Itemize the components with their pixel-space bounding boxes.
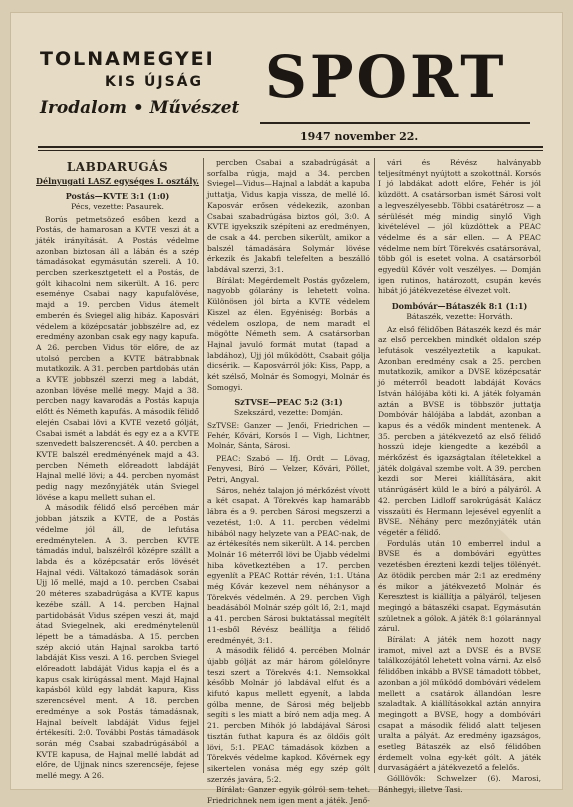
article-paragraph: Fordulás után 10 emberrel indul a BVSE és a dombóvári együttes vezetésben érezteni kezdi teljes tölényét. Az ötödik percben már 2:1 az eredmény és mikor a játékvezető Molnár és Keresztest is kiállítja a pályáról, teljesen megingó a bátaszéki csapat. Egymásután születnek a gólok. A játék 8:1 gólaránnyal zárul. — [378, 538, 541, 634]
match-venue: Pécs, vezette: Pasaurek. — [71, 202, 164, 211]
column-3 — [378, 158, 541, 794]
section-title: LABDARUGÁS — [66, 160, 169, 174]
masthead-region: TOLNAMEGYEI — [40, 48, 215, 70]
match-venue: Bátaszék, vezette: Horváth. — [406, 312, 513, 322]
article-paragraph: Bírálat: Ganzer egyik gólról sem tehet. Friedrichnek nem igen ment a játék. Jenő- — [207, 785, 370, 806]
column-separator — [203, 158, 204, 773]
article-paragraph: Gólllövők: Schwelzer (6). Marosi, Bánhegyi, illetve Tasi. — [378, 774, 541, 794]
article-paragraph: Borús petmetsözeő esőben kezd a Postás, de hamarosan a KVTE veszi át a játék irányítását. A Postás védelme azonban biztosan áll a lábán és a szép támadásokat egymásután szereli. A 10. percben szerkesztgetett el a Postás, de gólt kihacolni nem sikerült. A 16. perc eseménye Csabai nagy kapufalövése, majd a 19. percben Vidus átemelt emberén és Sviegel alig hibáz. Kaposvári védelem a középcsatár jobbszélre ad, ez eredmény azonban csak egy nagy kapufa. A 26. percben Vidus tör előre, de az utolsó percben a KVTE bátrabbnak mutatkozik. A 31. percben partdobás után a KVTE jobbszél szerzi meg a labdát, azonban lövése mellé megy. Majd a 38. percben nagy kavarodás a Postás kapuja előtt és Németh kapufás. A második félidő elején Csabai lövi a KVTE vezető gólját, Csabai ismét a labdát és egy ez a a KVTE szenvedett balszerencsét. A 40. percben a KVTE balszél eredményének majd a 43. percben Németh előreadott labdáját Hajnal mellé lövi; a 44. percben nyomást pedig nagy mezőnyjáték után Sviegel lövése a kapu mellett suhan el. — [36, 214, 199, 502]
newspaper-page — [10, 12, 563, 806]
masthead-rule — [260, 122, 530, 124]
article-paragraph: vári és Révész halványabb teljesítményt nyújtott a szokottnál. Korsós I jó labdákat adott előre, Fehér is jól küzdött. A csatársorban ismét Sárosi volt a legveszélyesebb. Többi csatárétrosz — a sérülését még mindig sinylő Vigh kivételével — jól küzdöttek a PEAC védelme és a sár ellen. — A PEAC védelme nem bírt Törekvés csatársorával, több gól is esetet volna. A csatársorból egyedül Kővér volt veszélyes. — Domján igen rutinos, határozott, csupán kevés hibát jó játékvezetése élvezet volt. — [378, 158, 541, 296]
article-paragraph: Sáros, nehéz talajon jó mérkőzést vívott a két csapat. A Törekvés kap hamarább lábra és a 9. percben Sárosi megszerzi a vezetést, 1:0. A 11. percben védelmi hibából nagy helyzete van a PEAC-nak, de az értékesítés nem sikerült. A 14. percben Molnár 16 méterről lövi be Újabb védelmi hiba következtében a 17. percben egyenlít a PEAC Rottár révén, 1:1. Utána még Kővár kezevel nem néhánysor a Törekvés védelmén. A 29. percben Vigh beadásából Molnár szép gólt lő, 2:1, majd a 41. percben Sárosi buktatással megítélt 11-esből Révész beállítja a félidő eredményét, 3:1. — [207, 485, 371, 645]
article-paragraph: percben Csabai a szabadrúgását a sorfalba rúgja, majd a 34. percben Sviegel—Vidus—Hajnal a labdát a kapuba juttatja, Vidus kapja vissza, de mellé lő. Kaposvár erősen védekezik, azonban Csabai szabadrúgása biztos gól, 3:0. A KVTE igyekszik szépíteni az eredményen, de csak a 44. percben sikerült, amikor a balszél támadására Solymár lövése érkezik és Jakabfi telefelten a beszálló labdával szerzi, 3:1. — [207, 158, 370, 275]
masthead-tagline: Irodalom • Művészet — [40, 98, 240, 118]
article-paragraph: A második félidő 4. percében Molnár újabb gólját az már három gólelőnyre teszi szert a Törekvés 4:1. Nemsokkal később Molnár jó labdával elfut és a kifutó kapus mellett egyenít, a labda gólba menne, de Sárosi még beljebb segíti s les miatt a bíró nem adja meg. A 21. percben Mihók jó labdájával Sárosi tisztán futhat kapura és az öldőis gólt lövi, 5:1. PEAC támadások közben a Törekvés védelme kapkod. Kővérnek egy sikertelen vonása még egy szép gólt szerzés javára, 5:2. — [207, 646, 370, 784]
issue-date: 1947 november 22. — [300, 130, 419, 143]
match-venue: Szekszárd, vezette: Domján. — [234, 408, 343, 418]
article-paragraph: Bírálat: A játék nem hozott nagy iramot, mivel azt a DVSE és a BVSE találkozójától lehetett volna várni. Az első félidőben inkább a BVSE támadott többet, azonban a jól működő dombóvári védelem mellett a csatárok állandóan lesre szaladtak. A kiállításokkal aztán annyira megingott a BVSE, hogy a dombóvári csapat a második félidő alatt teljesen uralta a pályát. Az eredmény igazságos, esetleg Bátaszék az első félidőben érdemelt volna egy-két gólt. A játék durvaságáért a játékvezető a felelős. — [378, 635, 541, 773]
masthead — [10, 12, 563, 152]
column-1 — [36, 158, 199, 781]
match-header: Postás—KVTE 3:1 (1:0) — [65, 191, 170, 201]
article-paragraph: PEAC: Szabó — Ifj. Ordt — Lövag, Fenyvesi, Bíró — Velzer, Kővári, Pöllet, Petri, Angyal. — [207, 453, 370, 484]
column-2 — [207, 158, 371, 806]
match-header: Dombóvár—Bátaszék 8:1 (1:1) — [391, 301, 528, 312]
article-paragraph: Bírálat: Megérdemelt Postás győzelem, nagyobb gólarány is lehetett volna. Különösen jól bírta a KVTE védelem Kiszel az élen. Egyéniség: Borbás a védelem oszlopa, de nem maradt el mögötte Németh sem. A csatársorban Hajnal javuló formát mutat (tapad a labdához), Ujj jól működött, Csabait gólja dicsérik. — Kaposvárról jók: Kiss, Papp, a két szélső, Molnár és Somogyi, Molnár és Somogyi. — [207, 275, 370, 392]
header-rule-thin — [38, 150, 543, 151]
team-lineup: SzTVSE: Ganzer — Jenői, Friedrichen — Fehér, Kővári, Korsós I — Vigh, Lichtner, Molnár, Sánta, Sárosi. — [207, 420, 370, 451]
masthead-title: SPORT — [265, 43, 507, 111]
article-paragraph: Az első félidőben Bátaszék kezd és már az első percekben mindkét oldalon szép lefutások veszélyeztetik a kapukat. Azonban eredmény csak a 25. percben mutatkozik, amikor a DVSE középcsatár jó méterről beadott labdáját Kovács István hálójába köti ki. A játék folyamán aztán a BVSE is többször juttatja Dombóvár hálójába a labdát, azonban a kapus és a védők mindent mentenek. A 35. percben a játékvezető az első félidő hosszú ideje kiengedte a kezéből a mérkőzést és igazságtalan ítéletekkel a játék dolgával szembe volt. A 39. percben kezdi sor Merei kiállítására, akit utánrúgásért küld le a bíró a pályáról. A 42. percben Lidloff sarokrúgását Kalácz visszaüti és Hermann lejesével egyenlít a BVSE. Néhány perc mezőnyjáték után végetér a félidő. — [378, 324, 541, 537]
header-rule — [38, 146, 543, 148]
masthead-paper-name: KIS ÚJSÁG — [105, 74, 204, 90]
column-separator — [374, 158, 375, 773]
league-subtitle: Délnyugati LASZ egységes I. osztály. — [36, 176, 199, 186]
article-paragraph: A második félidő első percében már jobban játszik a KVTE, de a Postás védelme jól áll, de lefutása eredménytelen. A 3. percben KVTE támadás indul, balszélről középre szállt a labda és a középcsatár erős lövését Hajnal védi. Váltakozó támadások során Ujj lő mellé, majd a 10. percben Csabai 20 méteres szabadrúgása a KVTE kapus kezébe száll. A 14. percben Hajnal partidobását Vidus szépen veszi át, majd átad Sviegelnek, aki eredménytelenül lépett be a támadásba. A 15. percben szép akció után Hajnal sarokba tartó labdáját Kiss veszi. A 16. percben Sviegel előreadott labdáját Vidus kapja el és a kapus csak kirúgással ment. Majd Hajnal kapásból küld egy labdát kapura, Kiss szerencsével ment. A 18. percben eredménye a sok Postás támadásnak, Hajnal beívelt labdáját Vidus fejjel értékesíti. 2:0. További Postás támadások során még Csabai szabadrúgásából a KVTE kapusa, de Hajnal mellé labdát ad előre, de Ujjnak nincs szerencséje, fejese mellé megy. A 26. — [36, 503, 199, 781]
match-header: SzTVSE—PEAC 5:2 (3:1) — [234, 397, 343, 408]
